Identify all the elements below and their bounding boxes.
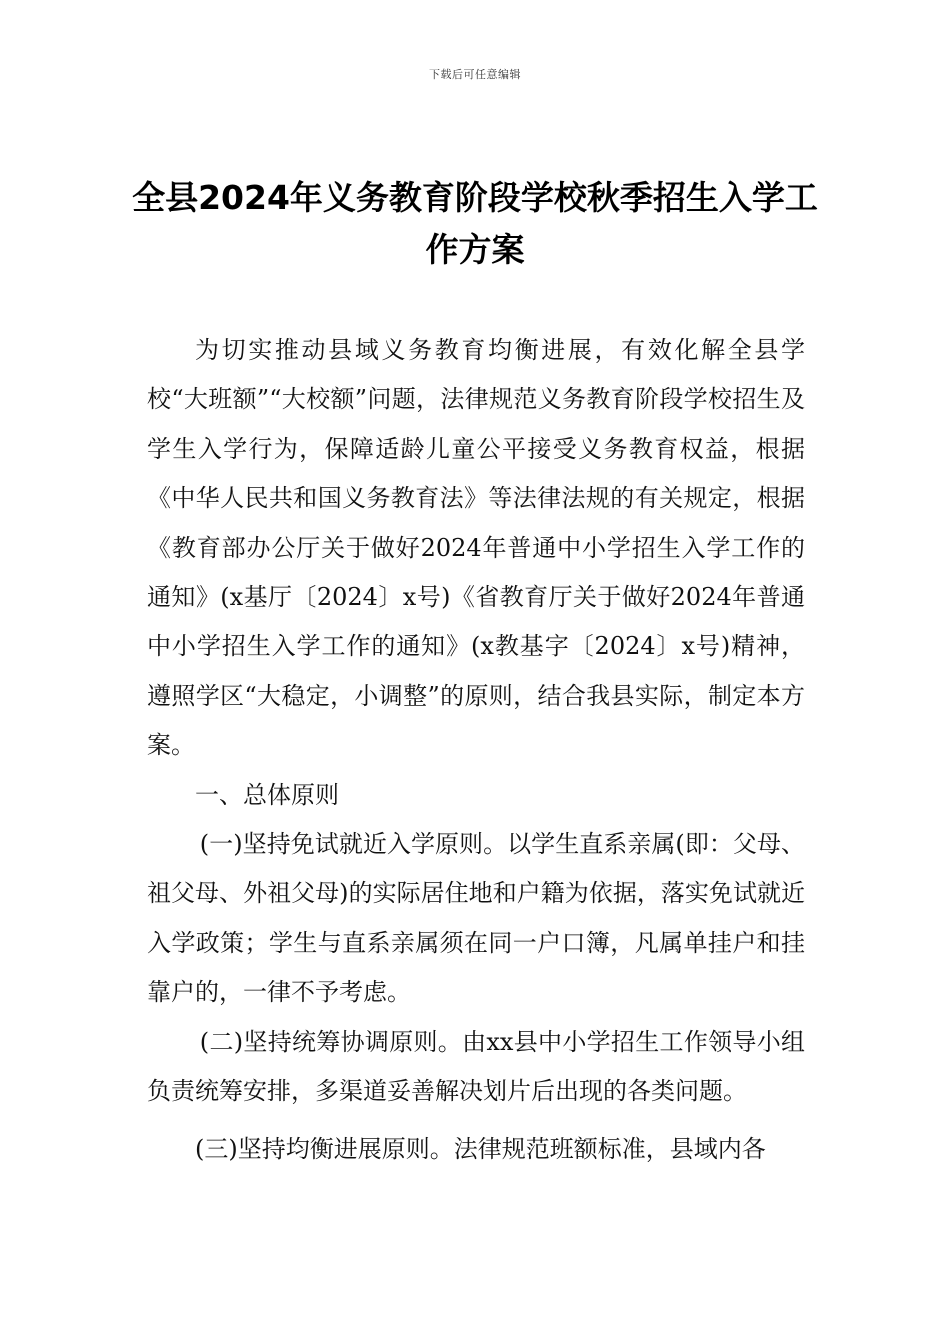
intro-paragraph: 为切实推动县域义务教育均衡进展，有效化解全县学校“大班额”“大校额”问题，法律规范义务教育阶段学校招生及学生入学行为，保障适龄儿童公平接受义务教育权益，根据《中华人民共和国义务教育法》等法律法规的有关规定，根据《教育部办公厅关于做好2024年普通中小学招生入学工作的通知》(x基厅〔2024〕x号)《省教育厅关于做好2024年普通中小学招生入学工作的通知》(x教基字〔2024〕x号)精神，遵照学区“大稳定，小调整”的原则，结合我县实际，制定本方案。 bbox=[147, 336, 805, 760]
principle-1-paragraph: (一)坚持免试就近入学原则。以学生直系亲属(即：父母、祖父母、外祖父母)的实际居住地和户籍为依据，落实免试就近入学政策；学生与直系亲属须在同一户口簿，凡属单挂户和挂靠户的，一律不予考虑。 bbox=[147, 830, 805, 1007]
principle-3-paragraph: (三)坚持均衡进展原则。法律规范班额标准，县域内各 bbox=[195, 1134, 766, 1163]
document-title: 全县2024年义务教育阶段学校秋季招生入学工作方案 bbox=[132, 178, 818, 269]
document-body bbox=[147, 326, 805, 1174]
section-heading-general-principles: 一、总体原则 bbox=[195, 780, 339, 809]
page-header-note: 下载后可任意编辑 bbox=[429, 68, 521, 81]
principle-2-paragraph: (二)坚持统筹协调原则。由xx县中小学招生工作领导小组负责统筹安排，多渠道妥善解决划片后出现的各类问题。 bbox=[147, 1027, 805, 1106]
